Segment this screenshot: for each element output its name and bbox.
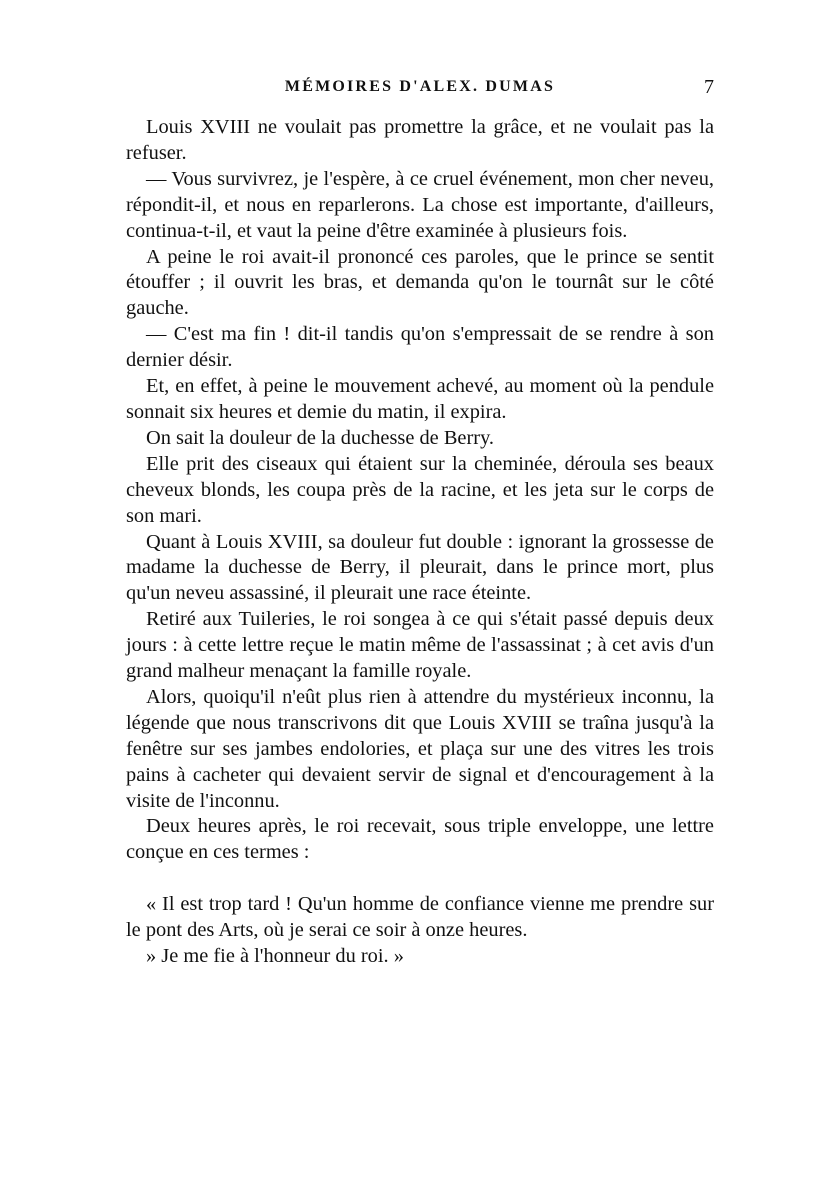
page-number: 7 — [704, 76, 714, 98]
running-head — [126, 78, 714, 102]
paragraph: Retiré aux Tuileries, le roi songea à ce qui s'était passé depuis deux jours : à cette lettre reçue le matin même de l'assassinat ; à cet avis d'un grand malheur menaçant la famille royale. — [126, 608, 714, 683]
body-text — [126, 115, 714, 970]
letter-paragraph: » Je me fie à l'honneur du roi. » — [146, 945, 404, 968]
paragraph: Quant à Louis XVIII, sa douleur fut double : ignorant la grossesse de madame la duchesse de Berry, il pleurait, dans le prince mort, plus qu'un neveu assassiné, il pleurait une race éteinte. — [126, 530, 714, 605]
paragraph: Louis XVIII ne voulait pas promettre la grâce, et ne voulait pas la refuser. — [126, 116, 714, 164]
paragraph: On sait la douleur de la duchesse de Berry. — [146, 426, 495, 449]
paragraph: Et, en effet, à peine le mouvement achevé, au moment où la pendule sonnait six heures et demie du matin, il expira. — [126, 375, 714, 423]
paragraph: Alors, quoiqu'il n'eût plus rien à attendre du mystérieux inconnu, la légende que nous transcrivons dit que Louis XVIII se traîna jusqu'à la fenêtre sur ses jambes endolories, et plaça sur une des vitres les trois pains à cacheter qui devaient servir de signal et d'encouragement à la visite de l'inconnu. — [126, 685, 714, 812]
paragraph: — Vous survivrez, je l'espère, à ce cruel événement, mon cher neveu, répondit-il, et nous en reparlerons. La chose est importante, d'ailleurs, continua-t-il, et vaut la peine d'être examinée à plusieurs fois. — [126, 167, 714, 242]
paragraph: Elle prit des ciseaux qui étaient sur la cheminée, déroula ses beaux cheveux blonds, les coupa près de la racine, et les jeta sur le corps de son mari. — [126, 452, 714, 527]
paragraph: — C'est ma fin ! dit-il tandis qu'on s'empressait de se rendre à son dernier désir. — [126, 323, 714, 372]
paragraph: Deux heures après, le roi recevait, sous triple enveloppe, une lettre conçue en ces termes : — [126, 815, 714, 864]
paragraph: A peine le roi avait-il prononcé ces paroles, que le prince se sentit étouffer ; il ouvrit les bras, et demanda qu'on le tournât sur le côté gauche. — [126, 245, 714, 320]
running-title: MÉMOIRES D'ALEX. DUMAS — [284, 78, 556, 95]
letter-paragraph: « Il est trop tard ! Qu'un homme de confiance vienne me prendre sur le pont des Arts, où je serai ce soir à onze heures. — [126, 893, 714, 942]
